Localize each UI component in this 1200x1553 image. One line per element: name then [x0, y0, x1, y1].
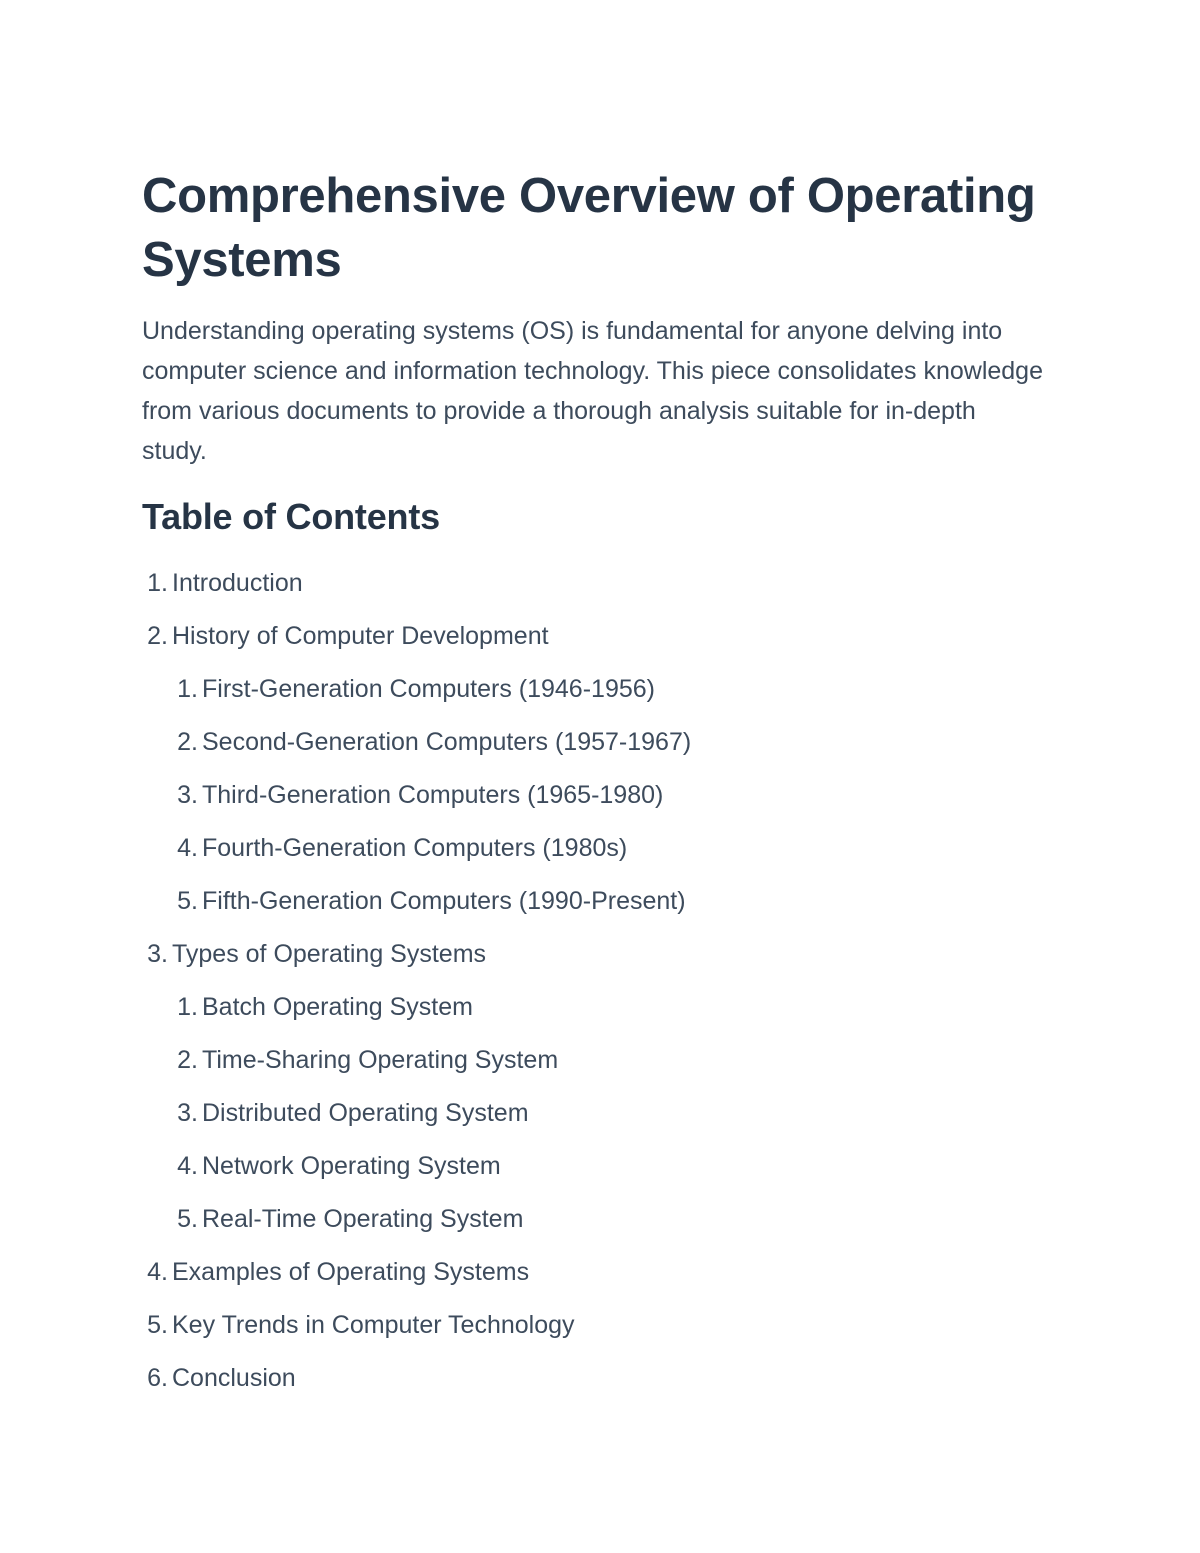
toc-subitem-distributed	[142, 1090, 691, 1143]
toc-number: 5.	[177, 1205, 198, 1233]
toc-item-history	[142, 613, 691, 666]
toc-subitem-network	[142, 1143, 691, 1196]
toc-subitem-third-generation	[142, 772, 691, 825]
toc-label: History of Computer Development	[172, 622, 549, 650]
toc-subitem-second-generation	[142, 719, 691, 772]
toc-number: 2.	[177, 1046, 198, 1074]
toc-number: 2.	[147, 622, 168, 650]
toc-label: Fourth-Generation Computers (1980s)	[202, 834, 628, 862]
table-of-contents	[142, 560, 691, 1408]
toc-subitem-fifth-generation	[142, 878, 691, 931]
toc-label: Third-Generation Computers (1965-1980)	[202, 781, 664, 809]
toc-number: 3.	[147, 940, 168, 968]
toc-number: 1.	[177, 993, 198, 1021]
toc-item-types	[142, 931, 691, 984]
toc-label: First-Generation Computers (1946-1956)	[202, 675, 655, 703]
toc-subitem-first-generation	[142, 666, 691, 719]
toc-label: Introduction	[172, 569, 303, 597]
toc-label: Distributed Operating System	[202, 1099, 529, 1127]
document-title: Comprehensive Overview of Operating Systems	[142, 169, 1036, 287]
toc-item-conclusion	[142, 1355, 691, 1408]
toc-item-key-trends	[142, 1302, 691, 1355]
toc-number: 4.	[177, 1152, 198, 1180]
toc-label: Key Trends in Computer Technology	[172, 1311, 575, 1339]
toc-label: Types of Operating Systems	[172, 940, 487, 968]
toc-number: 1.	[177, 675, 198, 703]
toc-heading: Table of Contents	[142, 496, 440, 537]
toc-number: 3.	[177, 1099, 198, 1127]
toc-number: 5.	[177, 887, 198, 915]
toc-label: Fifth-Generation Computers (1990-Present)	[202, 887, 686, 915]
intro-paragraph: Understanding operating systems (OS) is fundamental for anyone delving into computer science and information technology. This piece consolidates knowledge from various documents to provide a thorough analysis suitable for in-depth study.	[142, 317, 1043, 465]
toc-label: Examples of Operating Systems	[172, 1258, 530, 1286]
toc-number: 3.	[177, 781, 198, 809]
toc-label: Network Operating System	[202, 1152, 501, 1180]
toc-subitem-real-time	[142, 1196, 691, 1249]
toc-number: 4.	[147, 1258, 168, 1286]
toc-number: 6.	[147, 1364, 168, 1392]
toc-number: 1.	[147, 569, 168, 597]
toc-number: 5.	[147, 1311, 168, 1339]
toc-item-introduction	[142, 560, 691, 613]
toc-label: Time-Sharing Operating System	[202, 1046, 559, 1074]
toc-label: Conclusion	[172, 1364, 296, 1392]
toc-number: 2.	[177, 728, 198, 756]
toc-label: Real-Time Operating System	[202, 1205, 524, 1233]
toc-label: Batch Operating System	[202, 993, 473, 1021]
toc-subitem-time-sharing	[142, 1037, 691, 1090]
toc-subitem-fourth-generation	[142, 825, 691, 878]
toc-label: Second-Generation Computers (1957-1967)	[202, 728, 692, 756]
toc-item-examples	[142, 1249, 691, 1302]
toc-number: 4.	[177, 834, 198, 862]
toc-subitem-batch	[142, 984, 691, 1037]
